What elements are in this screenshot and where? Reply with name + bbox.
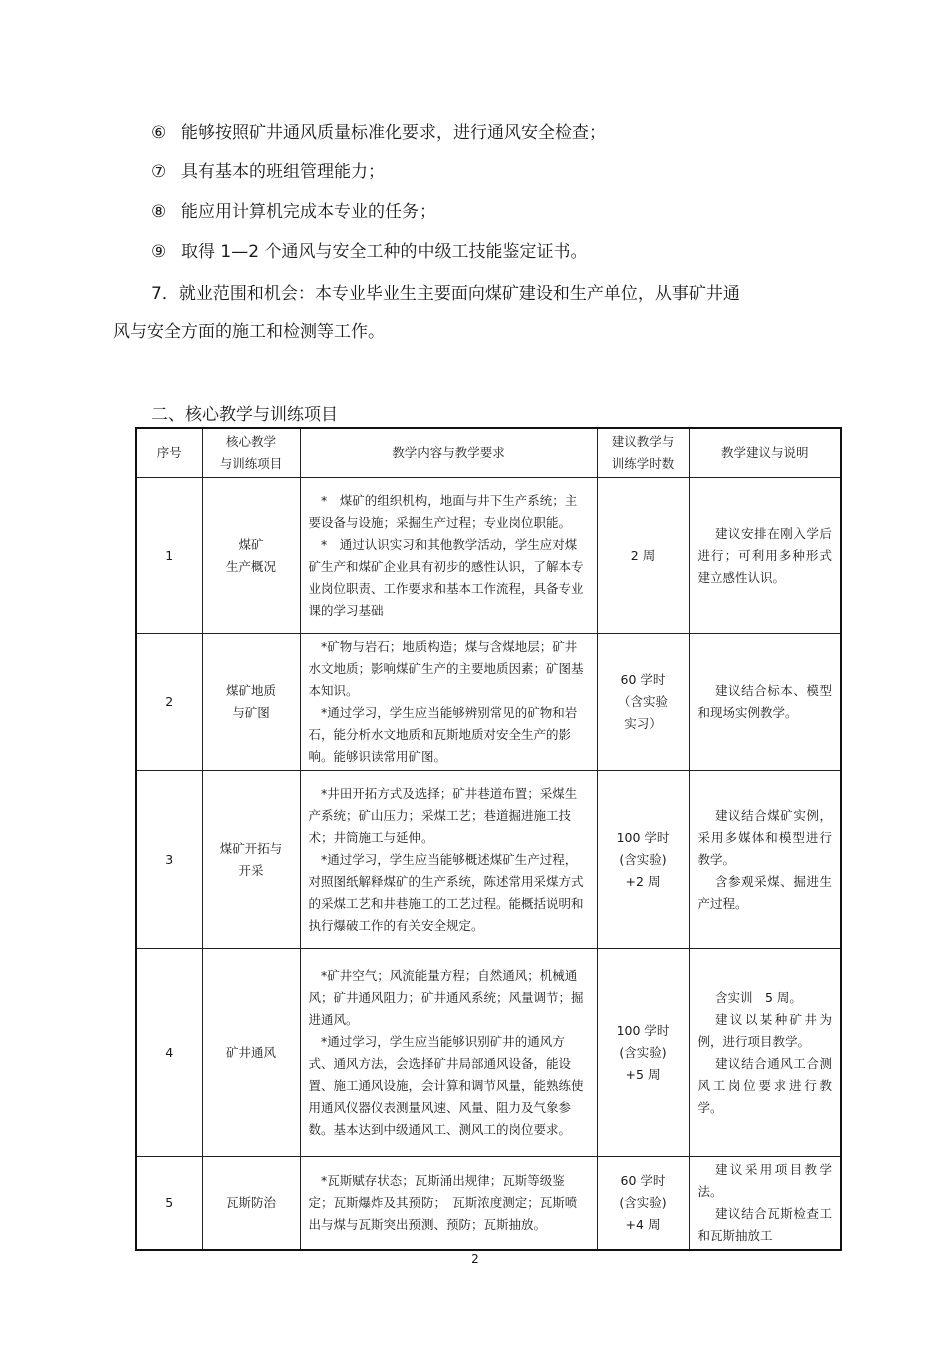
content-paragraph: *井田开拓方式及选择；矿井巷道布置；采煤生产系统；矿山压力；采煤工艺；巷道掘进施工技术；井筒施工与延伸。 bbox=[308, 785, 578, 845]
hours-line: +5 周 bbox=[625, 1066, 661, 1082]
content-paragraph: * 通过认识实习和其他教学活动，学生应对煤矿生产和煤矿企业具有初步的感性认识，了解本专业岗位职责、工作要求和基本工作流程，具备专业课的学习基础 bbox=[308, 536, 584, 618]
hours-line: (含实验) bbox=[619, 1044, 667, 1060]
cell-notes bbox=[689, 478, 841, 634]
hours-line: (含实验) bbox=[619, 851, 667, 867]
item-number: ⑦ bbox=[151, 162, 167, 182]
hours-line: （含实验 bbox=[617, 694, 668, 709]
cell-project bbox=[202, 771, 300, 949]
header-project bbox=[202, 428, 300, 478]
header-hours-line: 训练学时数 bbox=[611, 456, 675, 471]
list-item-6 bbox=[151, 121, 606, 145]
header-hours-line: 建议教学与 bbox=[611, 434, 675, 449]
content-paragraph: *矿物与岩石；地质构造；煤与含煤地层；矿井水文地质；影响煤矿生产的主要地质因素；矿图基本知识。 bbox=[308, 639, 584, 698]
notes-paragraph: 含实训 5 周。 bbox=[715, 989, 802, 1005]
list-item-8 bbox=[151, 200, 436, 224]
content-paragraph: *通过学习，学生应当能够辨别常见的矿物和岩石，能分析水文地质和瓦斯地质对安全生产的影响。能够识读常用矿图。 bbox=[308, 705, 578, 764]
cell-hours bbox=[597, 949, 689, 1157]
project-line: 生产概况 bbox=[225, 558, 276, 574]
project-line: 开采 bbox=[238, 862, 264, 878]
project-line: 与矿图 bbox=[232, 705, 270, 720]
table-row bbox=[136, 949, 841, 1157]
content-paragraph: *通过学习，学生应当能够识别矿井的通风方式、通风方法，会选择矿井局部通风设备，能设置、施工通风设施，会计算和调节风量，能熟练使用通风仪器仪表测量风速、风量、阻力及气象参数。基本达到中级通风工、测风工的岗位要求。 bbox=[308, 1033, 584, 1137]
item-number: ⑥ bbox=[151, 123, 167, 143]
employment-line-1: 7．就业范围和机会：本专业毕业生主要面向煤矿建设和生产单位，从事矿井通 bbox=[151, 284, 740, 304]
cell-content bbox=[300, 949, 597, 1157]
header-content: 教学内容与教学要求 bbox=[300, 428, 597, 478]
section-title: 二、核心教学与训练项目 bbox=[151, 405, 338, 425]
item-text: 能够按照矿井通风质量标准化要求，进行通风安全检查； bbox=[181, 123, 606, 143]
cell-notes bbox=[689, 634, 841, 771]
project-line: 煤矿 bbox=[238, 536, 264, 552]
item-text: 具有基本的班组管理能力； bbox=[181, 162, 385, 182]
notes-paragraph: 建议安排在刚入学后进行；可利用多种形式建立感性认识。 bbox=[697, 525, 832, 585]
header-project-line: 与训练项目 bbox=[219, 456, 283, 471]
cell-hours bbox=[597, 1157, 689, 1251]
cell-notes bbox=[689, 771, 841, 949]
notes-paragraph: 建议结合通风工合测风工岗位要求进行教学。 bbox=[697, 1055, 832, 1115]
header-hours bbox=[597, 428, 689, 478]
item-number: ⑨ bbox=[151, 242, 167, 262]
content-paragraph: *通过学习，学生应当能够概述煤矿生产过程，对照图纸解释煤矿的生产系统，陈述常用采煤方式的采煤工艺和井巷施工的工艺过程。能概括说明和执行爆破工作的有关安全规定。 bbox=[308, 851, 584, 933]
content-paragraph: * 煤矿的组织机构，地面与井下生产系统；主要设备与设施；采掘生产过程；专业岗位职能。 bbox=[308, 492, 578, 530]
cell-seq: 4 bbox=[136, 949, 202, 1157]
hours-line: 100 学时 bbox=[616, 829, 670, 845]
training-table bbox=[135, 427, 842, 1251]
cell-seq: 1 bbox=[136, 478, 202, 634]
notes-paragraph: 含参观采煤、掘进生产过程。 bbox=[697, 873, 832, 911]
project-line: 煤矿地质 bbox=[225, 683, 276, 698]
hours-line: +4 周 bbox=[625, 1217, 661, 1232]
project-line: 瓦斯防治 bbox=[225, 1195, 276, 1210]
hours-line: +2 周 bbox=[625, 873, 661, 889]
item-number: ⑧ bbox=[151, 202, 167, 222]
table-row bbox=[136, 478, 841, 634]
cell-hours bbox=[597, 478, 689, 634]
notes-paragraph: 建议结合煤矿实例，采用多媒体和模型进行教学。 bbox=[697, 807, 832, 867]
hours-line: (含实验) bbox=[619, 1195, 667, 1210]
header-notes: 教学建议与说明 bbox=[689, 428, 841, 478]
project-line: 煤矿开拓与 bbox=[219, 840, 283, 856]
cell-notes bbox=[689, 1157, 841, 1251]
header-seq: 序号 bbox=[136, 428, 202, 478]
list-item-7 bbox=[151, 160, 385, 184]
hours-line: 60 学时 bbox=[620, 1173, 666, 1188]
notes-paragraph: 建议结合标本、模型和现场实例教学。 bbox=[697, 683, 832, 720]
header-project-line: 核心教学 bbox=[225, 434, 276, 449]
cell-hours bbox=[597, 634, 689, 771]
cell-content bbox=[300, 1157, 597, 1251]
cell-seq: 5 bbox=[136, 1157, 202, 1251]
cell-content bbox=[300, 478, 597, 634]
cell-project bbox=[202, 1157, 300, 1251]
page-number: 2 bbox=[471, 1252, 479, 1266]
notes-paragraph: 建议以某种矿井为例，进行项目教学。 bbox=[697, 1011, 832, 1049]
cell-project bbox=[202, 949, 300, 1157]
hours-line: 60 学时 bbox=[620, 672, 666, 687]
employment-line-2: 风与安全方面的施工和检测等工作。 bbox=[113, 322, 385, 342]
notes-paragraph: 建议结合瓦斯检查工和瓦斯抽放工 bbox=[697, 1206, 832, 1243]
cell-hours bbox=[597, 771, 689, 949]
cell-content bbox=[300, 771, 597, 949]
notes-paragraph: 建议采用项目教学法。 bbox=[697, 1162, 832, 1199]
project-line: 矿井通风 bbox=[225, 1044, 276, 1060]
hours-line: 实习） bbox=[624, 716, 662, 731]
cell-project bbox=[202, 478, 300, 634]
item-text: 取得 1—2 个通风与安全工种的中级工技能鉴定证书。 bbox=[181, 242, 588, 262]
hours-line: 100 学时 bbox=[616, 1022, 670, 1038]
content-paragraph: *矿井空气；风流能量方程；自然通风；机械通风；矿井通风阻力；矿井通风系统；风量调节；掘进通风。 bbox=[308, 967, 584, 1027]
list-item-9 bbox=[151, 240, 587, 264]
table-row bbox=[136, 771, 841, 949]
table-row bbox=[136, 1157, 841, 1251]
content-paragraph: *瓦斯赋存状态；瓦斯涌出规律；瓦斯等级鉴定；瓦斯爆炸及其预防； 瓦斯浓度测定；瓦斯喷出与煤与瓦斯突出预测、预防；瓦斯抽放。 bbox=[308, 1173, 578, 1232]
cell-seq: 3 bbox=[136, 771, 202, 949]
item-text: 能应用计算机完成本专业的任务； bbox=[181, 202, 436, 222]
hours-line: 2 周 bbox=[630, 547, 656, 563]
table-header-row bbox=[136, 428, 841, 478]
cell-seq: 2 bbox=[136, 634, 202, 771]
cell-content bbox=[300, 634, 597, 771]
table-row bbox=[136, 634, 841, 771]
cell-notes bbox=[689, 949, 841, 1157]
cell-project bbox=[202, 634, 300, 771]
